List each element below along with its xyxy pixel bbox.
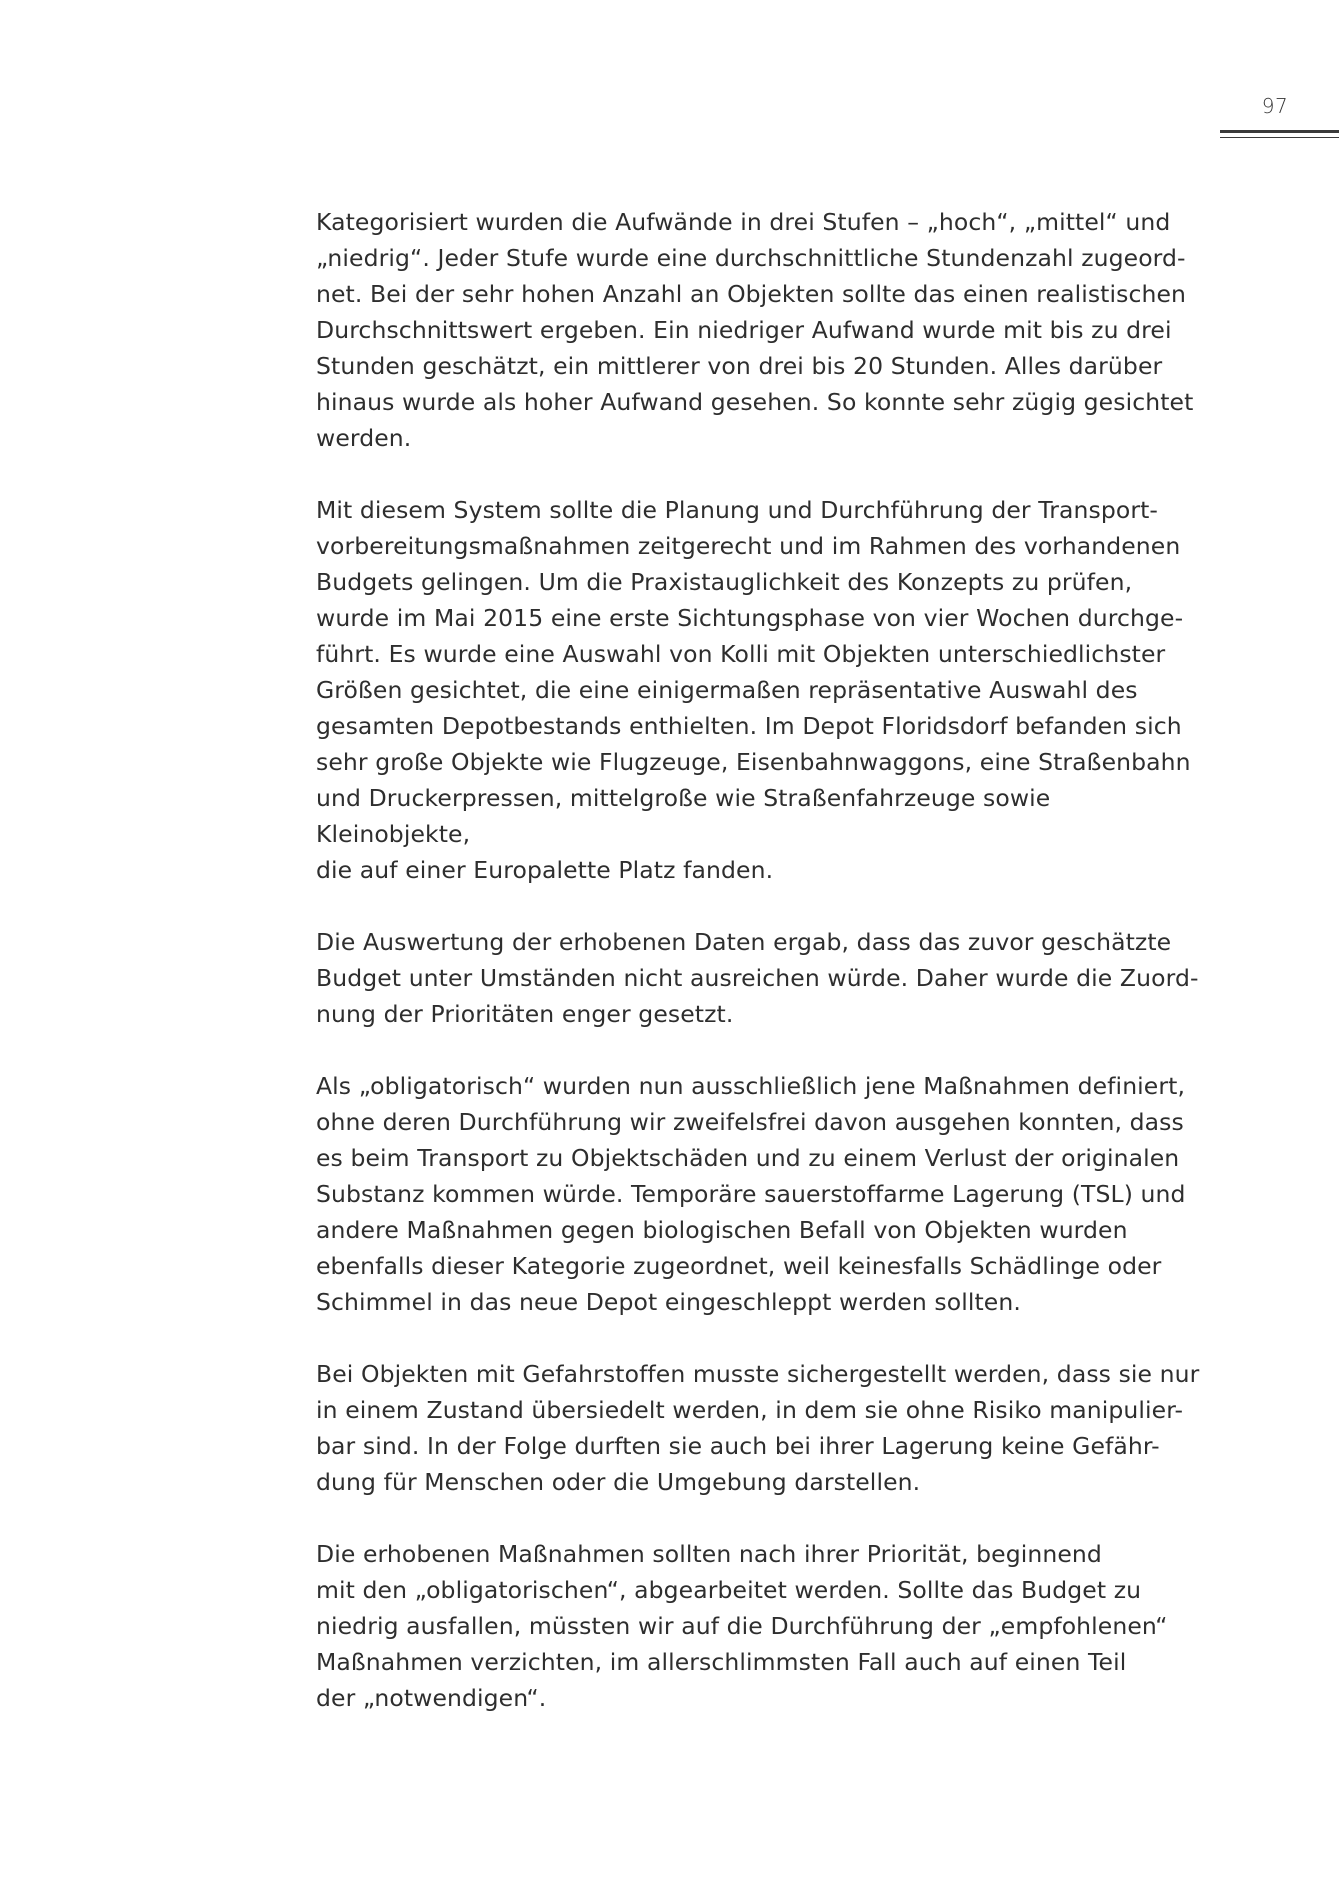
paragraph-3: Die Auswertung der erhobenen Daten ergab, dass das zuvor geschätzte Budget unter Umständen nicht ausreichen würde. Daher wurde die Zuord- nung der Prioritäten enger gesetzt.: [316, 928, 1199, 1028]
header-rule-thick: [1220, 130, 1339, 133]
paragraph-4: Als „obligatorisch“ wurden nun ausschließlich jene Maßnahmen definiert, ohne deren Durchführung wir zweifelsfrei davon ausgehen konnten, dass es beim Transport zu Objektschäden und zu einem Verlust der originalen Substanz kommen würde. Temporäre sauerstoffarme Lagerung (TSL) und andere Maßnahmen gegen biologischen Befall von Objekten wurden ebenfalls dieser Kategorie zugeordnet, weil keinesfalls Schädlinge oder Schimmel in das neue Depot eingeschleppt werden sollten.: [316, 1072, 1186, 1316]
page-number: 97: [1261, 94, 1289, 118]
paragraph-2: Mit diesem System sollte die Planung und Durchführung der Transport- vorbereitungsmaßnahmen zeitgerecht und im Rahmen des vorhandenen Budgets gelingen. Um die Praxistauglichkeit des Konzepts zu prüfen, wurde im Mai 2015 eine erste Sichtungsphase von vier Wochen durchge- führt. Es wurde eine Auswahl von Kolli mit Objekten unterschiedlichster Größen gesichtet, die eine einigermaßen repräsentative Auswahl des gesamten Depotbestands enthielten. Im Depot Floridsdorf befanden sich sehr große Objekte wie Flugzeuge, Eisenbahnwaggons, eine Straßenbahn und Druckerpressen, mittelgroße wie Straßenfahrzeuge sowie Kleinobjekte, die auf einer Europalette Platz fanden.: [316, 496, 1191, 884]
paragraph-1: Kategorisiert wurden die Aufwände in drei Stufen – „hoch“, „mittel“ und „niedrig“. Jeder Stufe wurde eine durchschnittliche Stundenzahl zugeord- net. Bei der sehr hohen Anzahl an Objekten sollte das einen realistischen Durchschnittswert ergeben. Ein niedriger Aufwand wurde mit bis zu drei Stunden geschätzt, ein mittlerer von drei bis 20 Stunden. Alles darüber hinaus wurde als hoher Aufwand gesehen. So konnte sehr zügig gesichtet werden.: [316, 208, 1194, 452]
paragraph-6: Die erhobenen Maßnahmen sollten nach ihrer Priorität, beginnend mit den „obligatorischen“, abgearbeitet werden. Sollte das Budget zu niedrig ausfallen, müssten wir auf die Durchführung der „empfohlenen“ Maßnahmen verzichten, im allerschlimmsten Fall auch auf einen Teil der „notwendigen“.: [316, 1540, 1168, 1712]
paragraph-5: Bei Objekten mit Gefahrstoffen musste sichergestellt werden, dass sie nur in einem Zustand übersiedelt werden, in dem sie ohne Risiko manipulier- bar sind. In der Folge durften sie auch bei ihrer Lagerung keine Gefähr- dung für Menschen oder die Umgebung darstellen.: [316, 1360, 1200, 1496]
body-text: [316, 204, 1212, 1752]
header-rule-thin: [1220, 137, 1339, 138]
